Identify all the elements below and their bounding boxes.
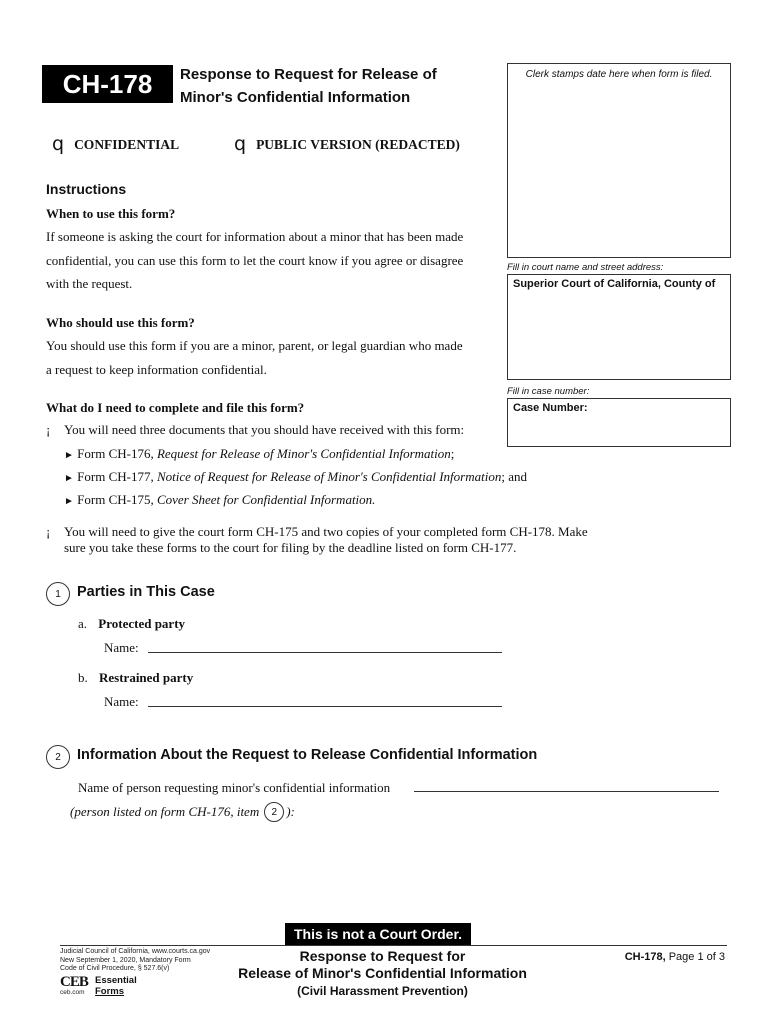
bullet-icon: ¡ [46, 524, 51, 539]
bullet-filing [46, 524, 588, 556]
ceb-logo-mark: CEB [60, 974, 88, 990]
court-field-label: Fill in court name and street address: [507, 262, 664, 273]
footer-form-title [210, 948, 555, 998]
arrow-icon: ► [64, 450, 74, 461]
ceb-logo-url: ceb.com [60, 989, 85, 996]
document-prefix: Form CH-175, [77, 492, 157, 507]
footer-title-line2: Release of Minor's Confidential Information [238, 965, 527, 981]
answer-who-line2: a request to keep information confidential. [46, 361, 267, 377]
item-label: Restrained party [99, 670, 194, 685]
case-number-label: Case Number: [513, 402, 588, 414]
question-when: When to use this form? [46, 206, 176, 221]
item-number-badge: 2 [264, 802, 284, 822]
public-version-checkbox[interactable]: q [234, 133, 247, 155]
document-title: Cover Sheet for Confidential Information. [156, 492, 376, 507]
restrained-name-label: Name: [104, 694, 139, 709]
answer-who-line1: You should use this form if you are a minor, parent, or legal guardian who made [46, 338, 463, 353]
form-code-badge: CH-178 [42, 65, 173, 103]
public-version-label: PUBLIC VERSION (REDACTED) [256, 136, 460, 152]
fine-print-line1: Judicial Council of California, www.courts.ca.gov [60, 948, 211, 955]
clerk-stamp-box [507, 63, 731, 258]
footer-divider [60, 945, 727, 946]
arrow-icon: ► [64, 496, 74, 507]
footer-form-code: CH-178, [624, 951, 666, 963]
fine-print-line3: Code of Civil Procedure, § 527.6(v) [60, 965, 170, 972]
bullet-documents-text: You will need three documents that you should have received with this form: [64, 422, 465, 437]
document-prefix: Form CH-177, [77, 469, 157, 484]
requester-note-prefix: (person listed on form CH-176, item [70, 804, 260, 819]
form-title-line1: Response to Request for Release of [180, 66, 437, 83]
restrained-party-label [78, 670, 193, 686]
document-item [64, 469, 527, 485]
document-suffix: ; and [501, 469, 527, 484]
footer-page-info [600, 951, 725, 963]
confidential-label: CONFIDENTIAL [74, 136, 180, 152]
document-item [64, 446, 454, 462]
requester-note-suffix: ): [286, 804, 295, 819]
footer-title-line1: Response to Request for [299, 948, 466, 964]
not-court-order-banner: This is not a Court Order. [285, 923, 471, 945]
document-title: Request for Release of Minor's Confidential Information [156, 446, 451, 461]
answer-when-line2: confidential, you can use this form to let the court know if you agree or disagree [46, 252, 464, 268]
protected-party-label [78, 616, 185, 632]
case-number-field[interactable] [507, 398, 731, 447]
answer-who [46, 334, 506, 381]
document-suffix: ; [450, 446, 455, 461]
protected-name-label: Name: [104, 640, 139, 655]
court-name-field[interactable] [507, 274, 731, 380]
section-number-1: 1 [46, 582, 70, 606]
footer-subtitle: (Civil Harassment Prevention) [297, 984, 468, 998]
form-title [180, 63, 500, 109]
section-title-parties: Parties in This Case [77, 584, 215, 600]
footer-page-number: Page 1 of 3 [668, 951, 725, 963]
clerk-stamp-label: Clerk stamps date here when form is filed. [525, 69, 713, 80]
form-title-line2: Minor's Confidential Information [180, 89, 411, 106]
restrained-name-input[interactable] [148, 706, 502, 707]
confidential-checkbox[interactable]: q [52, 133, 65, 155]
ceb-logo [60, 975, 90, 998]
requester-note [70, 802, 295, 822]
bullet-filing-line1: You will need to give the court form CH-175 and two copies of your completed form CH-178. Make [64, 524, 588, 539]
court-name-value: Superior Court of California, County of [513, 278, 716, 290]
section-number-2: 2 [46, 745, 70, 769]
document-item [64, 492, 375, 508]
arrow-icon: ► [64, 473, 74, 484]
document-title: Notice of Request for Release of Minor's Confidential Information [156, 469, 502, 484]
bullet-documents [46, 422, 464, 438]
essential-forms-line2: Forms [95, 986, 125, 997]
case-field-label: Fill in case number: [507, 386, 590, 397]
question-who: Who should use this form? [46, 315, 195, 330]
protected-name-input[interactable] [148, 652, 502, 653]
essential-forms-line1: Essential [95, 975, 137, 986]
confidential-option[interactable] [52, 135, 179, 154]
item-label: Protected party [98, 616, 186, 631]
item-letter: a. [78, 616, 88, 631]
requester-name-input[interactable] [414, 791, 719, 792]
instructions-heading: Instructions [46, 181, 127, 197]
item-letter: b. [78, 670, 88, 685]
public-version-option[interactable] [234, 135, 460, 154]
answer-when [46, 225, 506, 296]
fine-print-line2: New September 1, 2020, Mandatory Form [60, 956, 191, 964]
answer-when-line3: with the request. [46, 276, 133, 291]
footer-fine-print [60, 948, 235, 974]
question-what: What do I need to complete and file this form? [46, 400, 305, 415]
section-title-request-info: Information About the Request to Release Confidential Information [77, 747, 538, 763]
document-prefix: Form CH-176, [77, 446, 157, 461]
requester-name-label: Name of person requesting minor's confidential information [78, 780, 391, 795]
answer-when-line1: If someone is asking the court for information about a minor that has been made [46, 229, 464, 244]
bullet-icon: ¡ [46, 422, 51, 437]
essential-forms-logo [95, 975, 137, 997]
bullet-filing-line2: sure you take these forms to the court for filing by the deadline listed on form CH-177. [64, 540, 517, 555]
